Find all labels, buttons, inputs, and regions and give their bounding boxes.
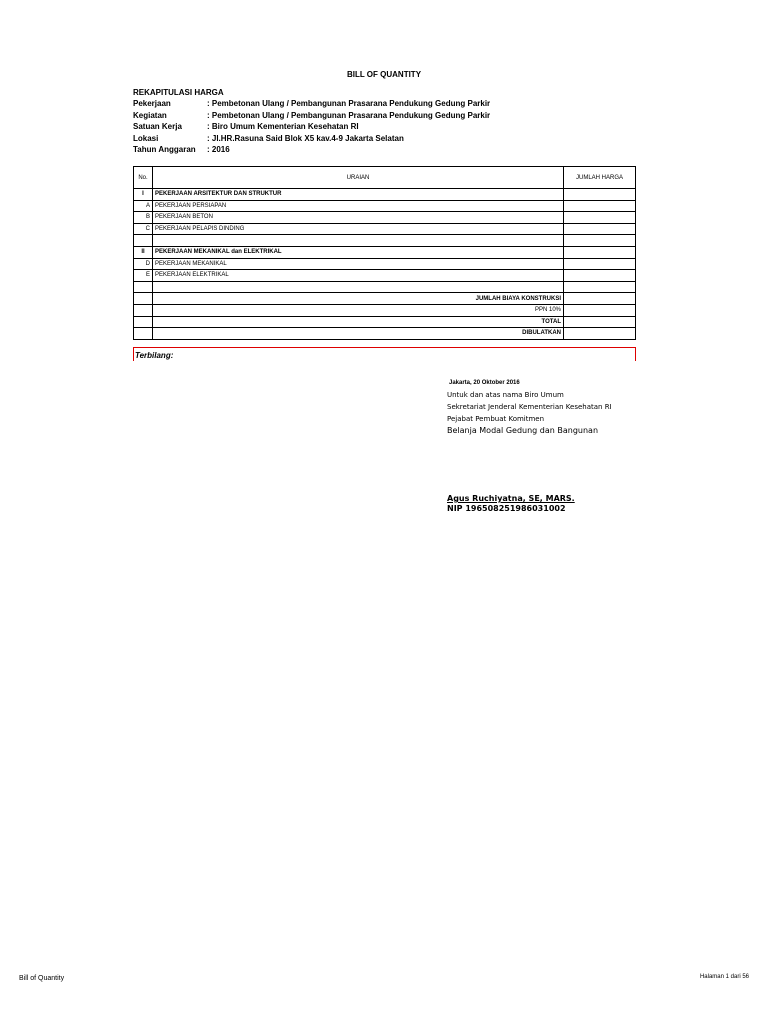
signer-name: Agus Ruchiyatna, SE, MARS. [447,494,575,503]
header-no: No. [134,167,153,189]
row-no [134,304,153,316]
row-desc [153,235,564,247]
signature-line: Untuk dan atas nama Biro Umum [447,391,564,399]
table-row [134,200,636,212]
row-desc: PEKERJAAN ARSITEKTUR DAN STRUKTUR [153,189,564,201]
info-label: Tahun Anggaran [133,145,196,155]
table-header-row [134,167,636,189]
row-desc: PEKERJAAN BETON [153,212,564,224]
summary-label: TOTAL [153,316,564,328]
info-label: Satuan Kerja [133,122,182,132]
row-no: E [134,270,153,282]
row-price [564,270,636,282]
row-no [134,293,153,305]
info-value: : Jl.HR.Rasuna Said Blok X5 kav.4-9 Jakarta Selatan [207,133,404,143]
signature-org [447,389,612,437]
info-value: : 2016 [207,145,230,155]
terbilang-box [133,347,636,361]
row-no: C [134,223,153,235]
signature-line: Pejabat Pembuat Komitmen [447,415,545,423]
summary-price [564,293,636,305]
info-value: : Pembetonan Ulang / Pembangunan Prasarana Pendukung Gedung Parkir [207,99,491,109]
row-no [134,316,153,328]
table-row [134,212,636,224]
table-row [134,189,636,201]
row-no: I [134,189,153,201]
row-price [564,223,636,235]
section-header: REKAPITULASI HARGA [133,88,224,97]
signer-nip: NIP 196508251986031002 [447,504,566,513]
table-row-blank [134,281,636,293]
row-desc: PEKERJAAN ELEKTRIKAL [153,270,564,282]
row-price [564,258,636,270]
summary-row-ppn [134,304,636,316]
row-price [564,212,636,224]
summary-price [564,328,636,340]
summary-row-dibulatkan [134,328,636,340]
signature-block [447,380,612,437]
summary-label: PPN 10% [153,304,564,316]
table-row-blank [134,235,636,247]
boq-table [133,166,636,340]
row-no: A [134,200,153,212]
summary-row-total [134,316,636,328]
info-label: Pekerjaan [133,99,171,109]
info-row-lokasi [133,133,490,144]
row-desc: PEKERJAAN PELAPIS DINDING [153,223,564,235]
summary-price [564,316,636,328]
info-value: : Biro Umum Kementerian Kesehatan RI [207,122,359,132]
header-uraian: URAIAN [153,167,564,189]
table-row [134,258,636,270]
signature-line: Belanja Modal Gedung dan Bangunan [447,426,599,435]
project-info [133,87,490,155]
row-price [564,235,636,247]
info-row-satuan-kerja [133,121,490,132]
header-jumlah-harga: JUMLAH HARGA [564,167,636,189]
terbilang-label: Terbilang: [135,351,174,360]
row-desc: PEKERJAAN PERSIAPAN [153,200,564,212]
row-price [564,189,636,201]
info-value: : Pembetonan Ulang / Pembangunan Prasarana Pendukung Gedung Parkir [207,110,491,120]
footer-page-number: Halaman 1 dari 56 [699,974,749,980]
row-desc [153,281,564,293]
row-price [564,200,636,212]
table-row [134,223,636,235]
row-desc: PEKERJAAN MEKANIKAL [153,258,564,270]
row-desc: PEKERJAAN MEKANIKAL dan ELEKTRIKAL [153,246,564,258]
row-no [134,235,153,247]
signer [447,494,575,513]
row-no [134,328,153,340]
footer-title: Bill of Quantity [19,975,65,982]
info-label: Lokasi [133,133,159,143]
signature-date: Jakarta, 20 Oktober 2016 [449,380,520,386]
table-row [134,246,636,258]
row-no [134,281,153,293]
info-row-kegiatan [133,110,490,121]
summary-label: JUMLAH BIAYA KONSTRUKSI [153,293,564,305]
row-price [564,281,636,293]
document-title: BILL OF QUANTITY [346,70,422,79]
info-row-pekerjaan [133,98,490,109]
summary-label: DIBULATKAN [153,328,564,340]
info-label: Kegiatan [133,110,167,120]
row-no: B [134,212,153,224]
summary-price [564,304,636,316]
row-no: D [134,258,153,270]
info-row-tahun-anggaran [133,144,490,155]
row-no: II [134,246,153,258]
table-row [134,270,636,282]
row-price [564,246,636,258]
summary-row-jumlah-biaya [134,293,636,305]
signature-line: Sekretariat Jenderal Kementerian Kesehatan RI [447,403,612,411]
